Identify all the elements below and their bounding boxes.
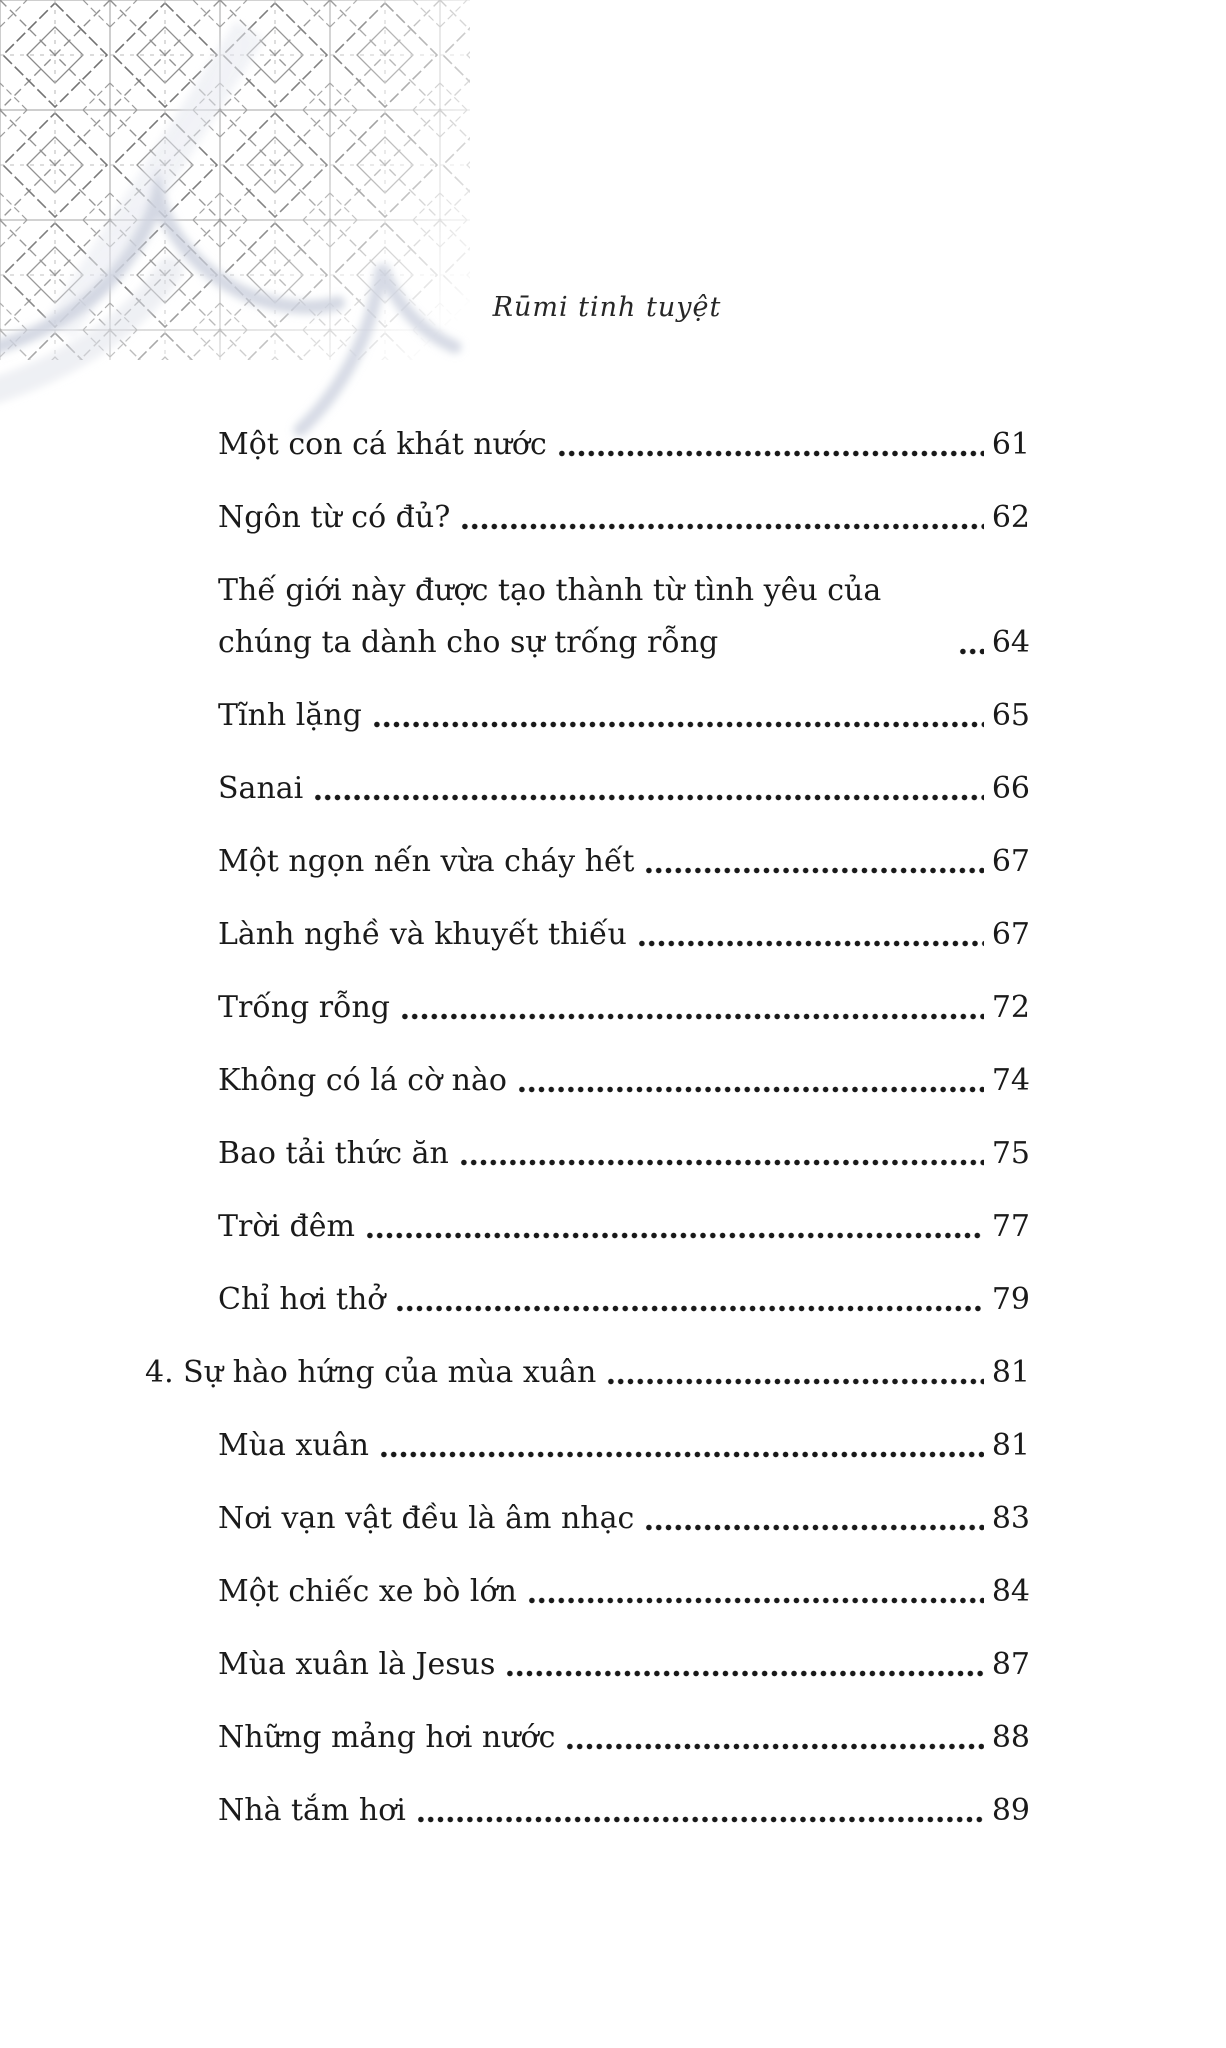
- toc-entry-label: Tĩnh lặng: [218, 698, 362, 733]
- toc-entry-page: 79: [991, 1282, 1030, 1317]
- dot-leader: [606, 1378, 984, 1385]
- dot-leader: [400, 1013, 984, 1020]
- dot-leader: [460, 523, 984, 530]
- toc-entry: [145, 763, 1030, 815]
- toc-entry-page: 77: [991, 1209, 1030, 1244]
- lattice-pattern: [0, 0, 470, 360]
- toc-entry-label: Ngôn từ có đủ?: [218, 500, 451, 535]
- toc-entry-page: 64: [991, 625, 1030, 660]
- toc-entry-label: Chỉ hơi thở: [218, 1282, 386, 1317]
- dot-leader: [644, 867, 983, 874]
- toc-entry-page: 62: [991, 500, 1030, 535]
- toc-entry-page: 83: [991, 1501, 1030, 1536]
- toc-entry-page: 84: [991, 1574, 1030, 1609]
- toc-entry-label: Mùa xuân là Jesus: [218, 1647, 496, 1682]
- toc-list: [145, 419, 1030, 1858]
- toc-entry-label: Trống rỗng: [218, 990, 390, 1025]
- dot-leader: [644, 1524, 984, 1531]
- dot-leader: [372, 721, 984, 728]
- toc-entry-label: Lành nghề và khuyết thiếu: [218, 917, 627, 952]
- toc-entry-label: Sanai: [218, 771, 304, 806]
- toc-entry-page: 74: [991, 1063, 1030, 1098]
- toc-entry-page: 81: [991, 1355, 1030, 1390]
- toc-entry: [145, 1639, 1030, 1691]
- toc-entry-page: 61: [991, 427, 1030, 462]
- toc-entry-page: 89: [991, 1793, 1030, 1828]
- toc-entry: [145, 1493, 1030, 1545]
- toc-entry-page: 65: [991, 698, 1030, 733]
- toc-entry: [145, 690, 1030, 742]
- toc-entry: [145, 1566, 1030, 1618]
- dot-leader: [459, 1159, 984, 1166]
- toc-entry-label: Một ngọn nến vừa cháy hết: [218, 844, 635, 879]
- dot-leader: [395, 1305, 983, 1312]
- dot-leader: [505, 1670, 983, 1677]
- toc-entry-label: Không có lá cờ nào: [218, 1063, 507, 1098]
- dot-leader: [565, 1743, 983, 1750]
- toc-entry: [145, 982, 1030, 1034]
- toc-entry: [145, 1274, 1030, 1326]
- toc-entry-page: 87: [991, 1647, 1030, 1682]
- toc-entry: [145, 1712, 1030, 1764]
- toc-entry-label: Một con cá khát nước: [218, 427, 547, 462]
- toc-entry-page: 67: [991, 917, 1030, 952]
- dot-leader: [416, 1816, 984, 1823]
- toc-entry: [145, 492, 1030, 544]
- dot-leader: [958, 648, 984, 655]
- toc-entry: [145, 1785, 1030, 1837]
- dot-leader: [637, 940, 984, 947]
- toc-entry-label: 4. Sự hào hứng của mùa xuân: [145, 1355, 597, 1390]
- toc-entry-page: 66: [991, 771, 1030, 806]
- dot-leader: [379, 1451, 984, 1458]
- toc-entry: [145, 836, 1030, 888]
- toc-entry-label: Thế giới này được tạo thành từ tình yêu của chúng ta dành cho sự trống rỗng: [218, 573, 882, 660]
- toc-entry-page: 81: [991, 1428, 1030, 1463]
- toc-entry: [145, 909, 1030, 961]
- toc-entry-label: Trời đêm: [218, 1209, 355, 1244]
- toc-entry-label: Mùa xuân: [218, 1428, 369, 1463]
- toc-entry-label: Một chiếc xe bò lớn: [218, 1574, 517, 1609]
- arch-silhouette: [0, 196, 455, 430]
- toc-entry: [145, 565, 1030, 669]
- toc-entry: [145, 1420, 1030, 1472]
- dot-leader: [557, 450, 984, 457]
- dot-leader: [527, 1597, 984, 1604]
- toc-entry: [145, 1201, 1030, 1253]
- dot-leader: [365, 1232, 984, 1239]
- dot-leader: [313, 794, 984, 801]
- toc-entry-page: 75: [991, 1136, 1030, 1171]
- toc-entry-page: 88: [991, 1720, 1030, 1755]
- toc-entry: [145, 1055, 1030, 1107]
- dot-leader: [517, 1086, 984, 1093]
- toc-entry: [145, 419, 1030, 471]
- toc-entry-label: Nơi vạn vật đều là âm nhạc: [218, 1501, 635, 1536]
- toc-entry-label: Nhà tắm hơi: [218, 1793, 406, 1828]
- toc-entry-label: Bao tải thức ăn: [218, 1136, 449, 1171]
- toc-entry-label: Những mảng hơi nước: [218, 1720, 556, 1755]
- running-header: Rūmi tinh tuyệt: [492, 292, 722, 323]
- islamic-lattice-decoration: [0, 0, 480, 450]
- toc-entry: [145, 1128, 1030, 1180]
- toc-entry-page: 67: [991, 844, 1030, 879]
- toc-entry-page: 72: [991, 990, 1030, 1025]
- toc-entry: [145, 1347, 1030, 1399]
